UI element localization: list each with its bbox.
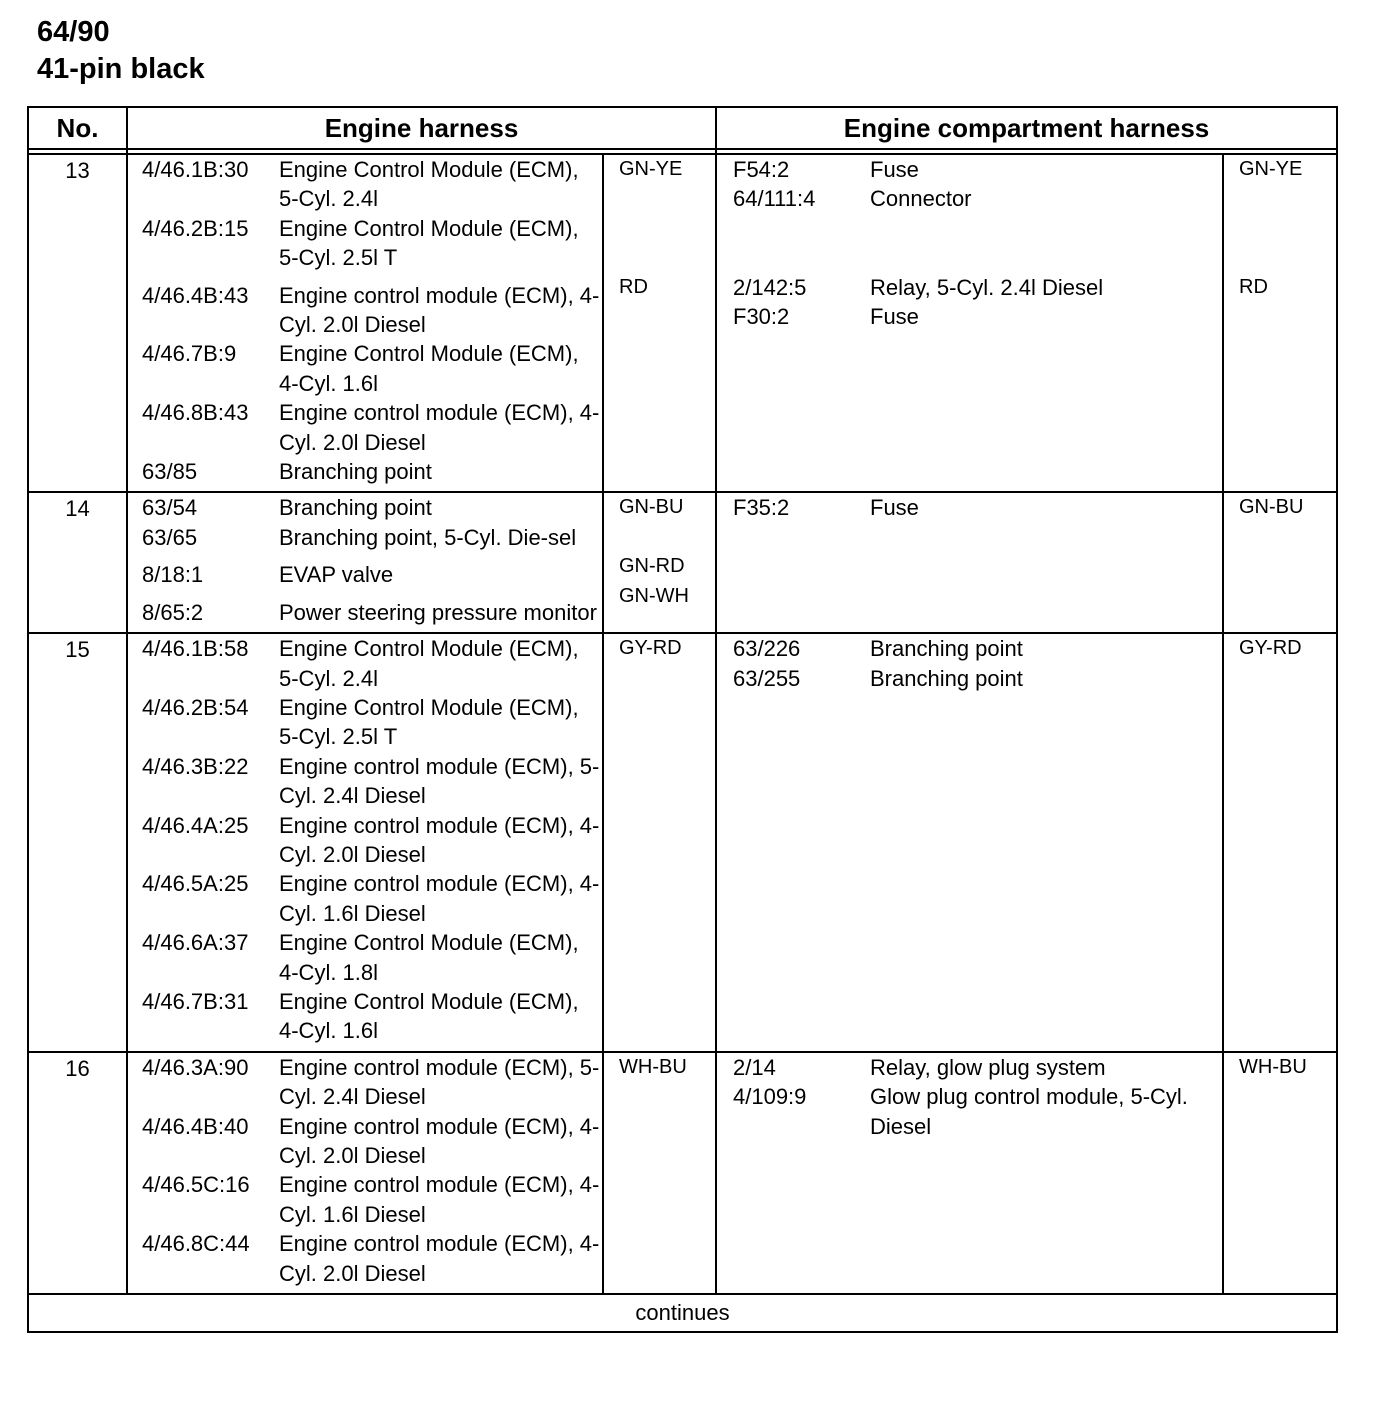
list-item [142,155,602,214]
component-id: 4/46.2B:54 [142,694,249,720]
compartment-group [733,493,1222,552]
engine-harness-cell [127,492,603,633]
component-description: Fuse [870,304,919,330]
component-description: Engine control module (ECM), 4-Cyl. 2.0l Diesel [279,400,600,455]
list-item [142,1170,602,1229]
table-footer-row [28,1294,1337,1332]
engine-group [142,281,602,487]
component-description: Engine Control Module (ECM), 5-Cyl. 2.5l T [279,694,579,750]
component-description: Engine control module (ECM), 4-Cyl. 2.0l Diesel [279,1113,600,1168]
component-description: Branching point [870,636,1023,662]
list-item [142,457,602,486]
engine-wire-color-cell [603,1052,716,1294]
component-description: Branching point [279,495,432,521]
component-description: Relay, 5-Cyl. 2.4l Diesel [870,274,1104,300]
compartment-group [733,273,1222,479]
wire-color-code [1239,582,1336,611]
compartment-group [733,582,1222,611]
list-item [142,928,602,987]
component-description: Fuse [870,495,919,521]
component-id: 4/46.3B:22 [142,753,249,779]
list-item [142,1112,602,1171]
component-id: 4/46.7B:31 [142,988,249,1014]
engine-wire-color-cell [603,154,716,492]
compartment-wire-color-cell [1223,633,1337,1052]
list-item [142,398,602,457]
header-engine-compartment-harness: Engine compartment harness [716,107,1337,149]
component-description: EVAP valve [279,562,394,588]
component-description: Relay, glow plug system [870,1054,1106,1080]
wire-color-code: GN-YE [619,158,683,180]
compartment-group [733,1053,1222,1288]
list-item [733,302,1222,331]
component-id: F30:2 [733,304,790,330]
component-id: F35:2 [733,495,790,521]
list-item [733,273,1222,302]
engine-harness-cell [127,1052,603,1294]
compartment-harness-cell [716,154,1223,492]
engine-group [142,634,602,1046]
component-description: Branching point [870,665,1023,691]
component-description: Engine Control Module (ECM), 5-Cyl. 2.4l [279,636,579,691]
list-item [142,598,602,627]
component-id: 8/65:2 [142,599,204,625]
component-description: Engine Control Module (ECM), 5-Cyl. 2.4l [279,157,579,212]
wire-color-code: RD [1239,275,1268,298]
component-id: 63/85 [142,459,198,485]
pin-number: 13 [28,154,127,492]
list-item [142,634,602,693]
component-description: Engine control module (ECM), 4-Cyl. 2.0l Diesel [279,282,600,338]
list-item [142,339,602,398]
connector-number: 64/90 [37,16,110,48]
table-row [28,492,1337,633]
component-id: 4/46.1B:30 [142,157,249,182]
compartment-group [733,634,1222,1046]
component-description: Engine control module (ECM), 5-Cyl. 2.4l Diesel [279,1054,600,1110]
list-item [733,184,1222,213]
component-id: F54:2 [733,157,790,182]
wire-color-code: WH-BU [1239,1055,1307,1078]
list-item [142,560,602,589]
component-id: 4/46.4B:43 [142,282,249,308]
list-item [733,493,1222,522]
component-description: Engine control module (ECM), 4-Cyl. 2.0l Diesel [279,1231,600,1286]
list-item [733,664,1222,693]
compartment-wire-color-cell [1223,154,1337,492]
component-id: 63/255 [733,665,801,691]
engine-harness-cell [127,633,603,1052]
wire-color-code: RD [619,275,648,298]
header-no: No. [28,107,127,149]
list-item [142,987,602,1046]
list-item [142,869,602,928]
pin-number: 16 [28,1052,127,1294]
component-id: 4/46.3A:90 [142,1054,249,1080]
compartment-group [733,552,1222,581]
component-description: Engine control module (ECM), 4-Cyl. 1.6l Diesel [279,1172,600,1227]
component-id: 4/46.1B:58 [142,636,249,662]
component-id: 4/109:9 [733,1084,807,1110]
pin-number: 14 [28,492,127,633]
list-item [733,155,1222,184]
component-description: Engine control module (ECM), 4-Cyl. 2.0l Diesel [279,812,600,867]
compartment-group [733,155,1222,273]
engine-wire-color-cell [603,633,716,1052]
list-item [733,634,1222,663]
component-description: Engine Control Module (ECM), 4-Cyl. 1.8l [279,930,579,985]
component-description: Glow plug control module, 5-Cyl. Diesel [870,1084,1188,1139]
list-item [142,1229,602,1288]
list-item [142,752,602,811]
wire-color-code: GN-WH [619,584,689,607]
component-id: 8/18:1 [142,562,204,588]
engine-group [142,155,602,273]
list-item [142,523,602,552]
component-id: 63/65 [142,524,198,550]
component-description: Engine control module (ECM), 5-Cyl. 2.4l Diesel [279,753,600,809]
component-id: 4/46.8B:43 [142,400,249,426]
list-item [142,214,602,273]
table-header-row [28,107,1337,149]
component-id: 4/46.5A:25 [142,871,249,897]
engine-group [142,560,602,589]
component-description: Power steering pressure monitor [279,599,597,625]
component-id: 4/46.7B:9 [142,341,237,367]
component-description: Engine Control Module (ECM), 4-Cyl. 1.6l [279,341,579,396]
component-id: 63/226 [733,636,801,662]
component-description: Engine control module (ECM), 4-Cyl. 1.6l Diesel [279,871,600,926]
engine-group [142,493,602,552]
component-id: 4/46.2B:15 [142,215,249,241]
component-description: Fuse [870,157,919,182]
list-item [733,1082,1222,1141]
engine-harness-cell [127,154,603,492]
wire-color-code: GN-BU [1239,496,1304,519]
wire-color-code [1239,552,1336,581]
component-id: 4/46.6A:37 [142,930,249,956]
component-description: Branching point, 5-Cyl. Die-sel [279,524,577,550]
table-row [28,633,1337,1052]
wire-color-code: GN-YE [1239,158,1303,180]
component-id: 4/46.5C:16 [142,1172,250,1198]
component-id: 64/111:4 [733,186,816,212]
wire-color-code: GN-BU [619,496,684,519]
engine-wire-color-cell [603,492,716,633]
header-engine-harness: Engine harness [127,107,716,149]
component-id: 4/46.8C:44 [142,1231,250,1257]
component-id: 4/46.4B:40 [142,1113,249,1139]
table-row [28,1052,1337,1294]
compartment-wire-color-cell [1223,1052,1337,1294]
pin-number: 15 [28,633,127,1052]
table-row [28,154,1337,492]
component-description: Connector [870,186,972,212]
list-item [142,281,602,340]
wire-color-code: GY-RD [619,637,682,660]
list-item [142,811,602,870]
list-item [142,1053,602,1112]
table-body [28,154,1337,1294]
component-id: 4/46.4A:25 [142,812,249,838]
list-item [142,693,602,752]
wire-color-code: WH-BU [619,1055,687,1078]
engine-group [142,598,602,627]
list-item [142,493,602,522]
connector-description: 41-pin black [37,53,205,85]
pin-assignment-table [27,106,1338,1333]
wire-color-code: GY-RD [1239,637,1302,660]
engine-group [142,1053,602,1288]
component-description: Engine Control Module (ECM), 4-Cyl. 1.6l [279,988,579,1044]
component-description: Engine Control Module (ECM), 5-Cyl. 2.5l T [279,215,579,271]
component-id: 2/14 [733,1054,776,1080]
compartment-harness-cell [716,1052,1223,1294]
list-item [733,1053,1222,1082]
wire-color-code: GN-RD [619,555,685,578]
continues-label: continues [28,1294,1337,1332]
component-id: 2/142:5 [733,274,807,300]
component-id: 63/54 [142,495,198,521]
compartment-harness-cell [716,633,1223,1052]
compartment-harness-cell [716,492,1223,633]
component-description: Branching point [279,459,432,485]
compartment-wire-color-cell [1223,492,1337,633]
